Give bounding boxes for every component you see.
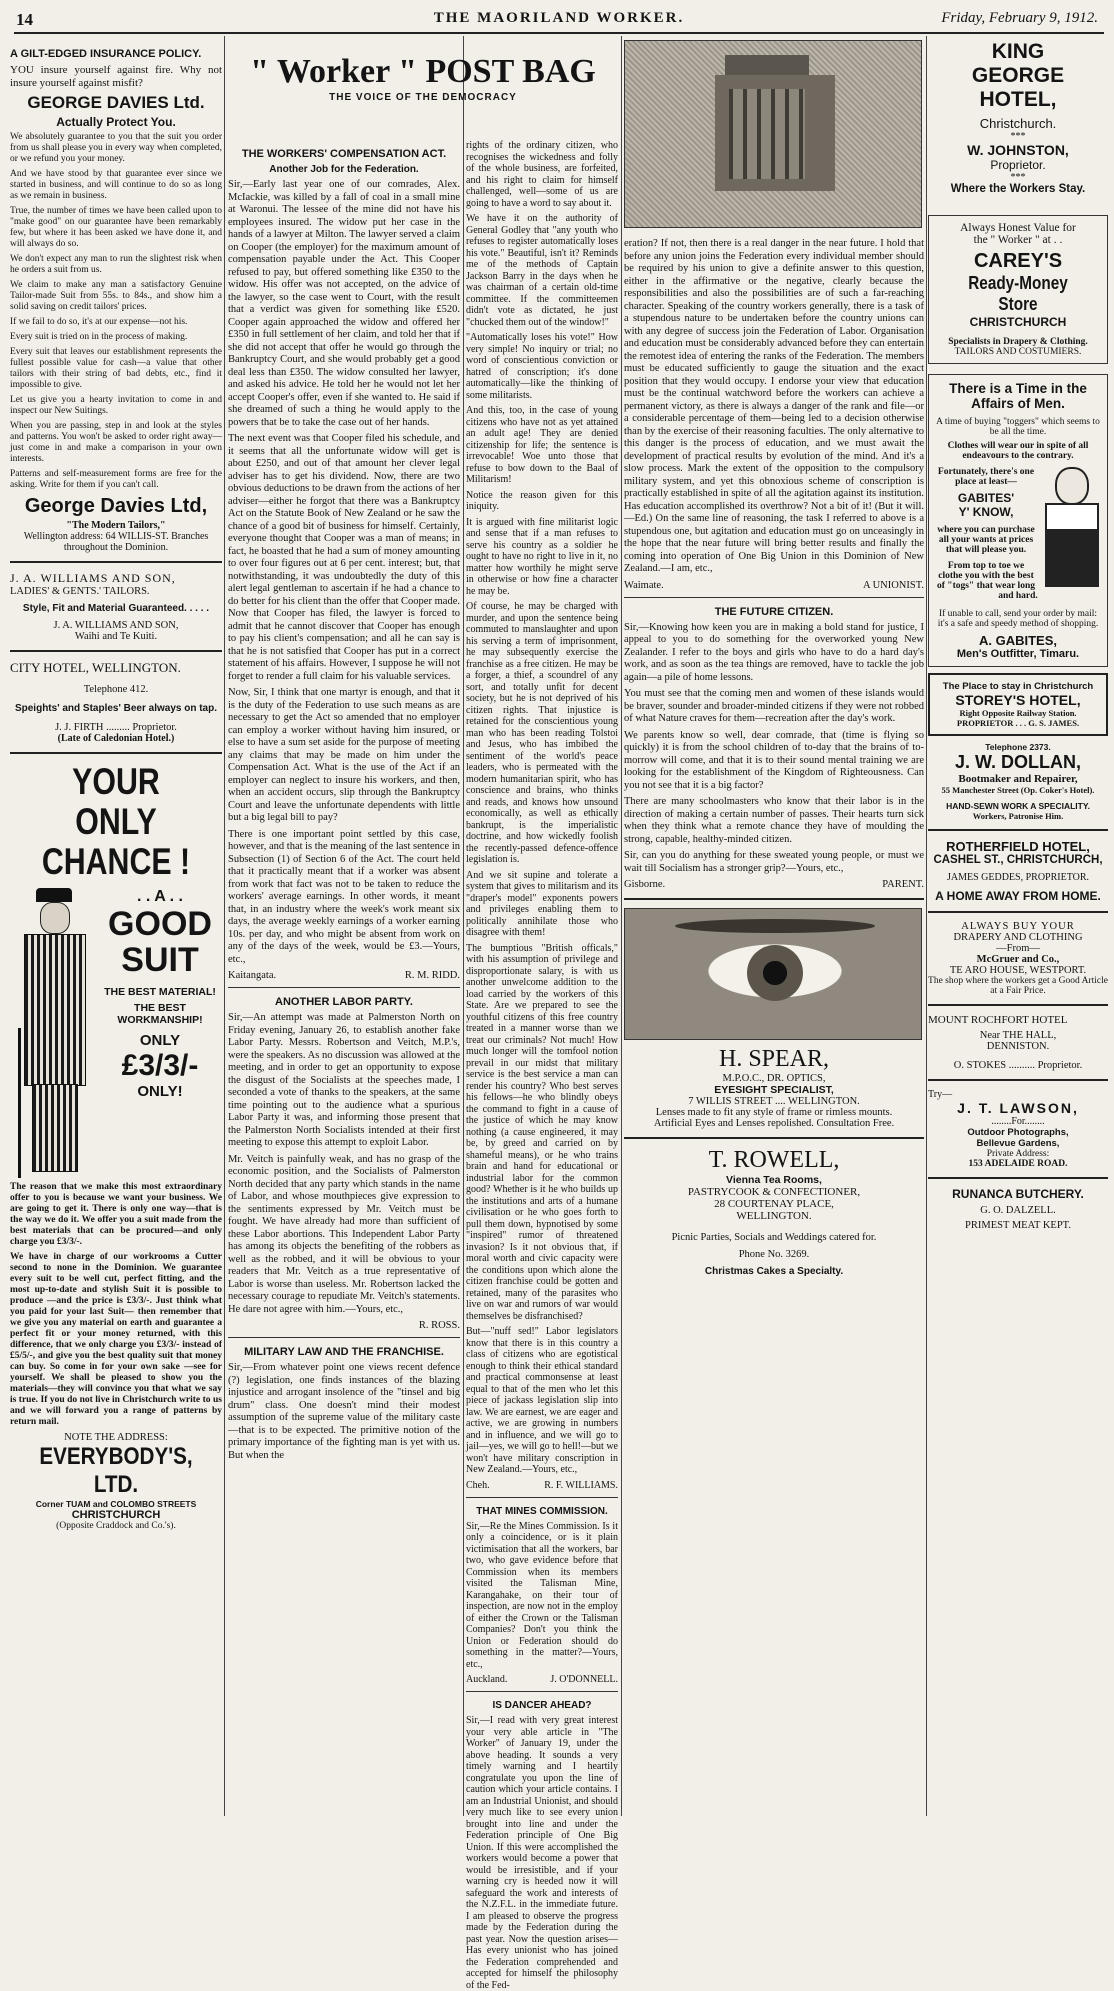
rotherfield-name: ROTHERFIELD HOTEL,: [946, 839, 1090, 854]
divider: [228, 1337, 460, 1338]
runanca-tagline: PRIMEST MEAT KEPT.: [965, 1220, 1071, 1231]
military-continued-para: But—"nuff sed!" Labor legislators know that there is in this country a class of citizens who are egotistical enough to think their ethical standard and practical commonsense at least equal to that of the men who let this piece of jackass legislation slip into law. We are earnest, we are eager and active, we are growing in numbers and in influence, and we will go to jail—yes, we will go to hell!—but we won't have military conscription in New Zealand.—Yours, etc.,: [466, 1326, 618, 1475]
city-hotel-phone: Telephone 412.: [83, 684, 149, 695]
davies-firm: GEORGE DAVIES Ltd.: [27, 93, 205, 112]
city-hotel-ad: [10, 660, 222, 744]
lawson-line-2: Bellevue Gardens,: [976, 1138, 1060, 1149]
gabites-p3: Fortunately, there's one place at least—: [937, 467, 1035, 487]
dollan-phone: Telephone 2373.: [985, 742, 1051, 752]
military-signature: R. F. WILLIAMS.: [544, 1479, 618, 1491]
runanca-name: RUNANCA BUTCHERY.: [952, 1187, 1084, 1201]
man-pointing-illustration: [1041, 467, 1101, 587]
dollan-workers: Workers, Patronise Him.: [972, 811, 1064, 821]
everybodys-para: The reason that we make this most extraordinary offer to you is because we want your business. We are going to get it. There is only one way—that is the way we do it. We offer you a suit made from the best materials that can be procured—and only charge you £3/3/-.: [10, 1182, 222, 1247]
everybodys-opposite: (Opposite Craddock and Co.'s).: [56, 1521, 176, 1531]
dollan-address: 55 Manchester Street (Op. Coker's Hotel).: [941, 785, 1095, 795]
rochfort-name: MOUNT ROCHFORT HOTEL: [928, 1014, 1068, 1026]
city-hotel-late: (Late of Caledonian Hotel.): [57, 733, 175, 744]
divider: [10, 650, 222, 652]
military-continued-para: Of course, he may be charged with murder, and upon the sentence being commuted to manslaughter and upon his serving a term of imprisonment, he may subsequently exercise the franchise as a free citizen. He may be a forger, a thief, a scoundrel of any sort, and totally unfit for decent society, but he is not deprived of his citizen rights. That injustice is retained for the conscientious young man who has been reading Tolstoi and Jesus, who has imbibed the sentiment of the world's peace leaders, who is permeated with the modern humanitarian spirit, who has conscience and brains, who thinks and reads, and knows how unsound economically, as well as ethically bankrupt, is the imperialistic doctrine, and how wickedly foolish the recently-passed defence-offence legislation is.: [466, 601, 618, 865]
newspaper-title: THE MAORILAND WORKER.: [433, 10, 685, 26]
rochfort-ad: [928, 1014, 1108, 1071]
divider: [466, 1691, 618, 1692]
everybodys-suit: SUIT: [121, 941, 199, 979]
spear-title: EYESIGHT SPECIALIST,: [714, 1084, 834, 1096]
rowell-trade: PASTRYCOOK & CONFECTIONER,: [687, 1186, 861, 1198]
careys-tailors: TAILORS AND COSTUMIERS.: [954, 347, 1082, 357]
king-george-tagline: Where the Workers Stay.: [950, 183, 1086, 195]
military-continued-para: rights of the ordinary citizen, who recognises the wickedness and folly of the whole business, are forfeited, and his right to claim for himself challenged, well—some of us are going to have a word to say about it.: [466, 140, 618, 209]
williams-ad: [10, 571, 222, 642]
mines-para: Sir,—Re the Mines Commission. Is it only a coincidence, or is it plain victimisation that all the workers, bar two, who gave evidence before that Commission when its members visited the Talisman Mine, Karangahake, on their tour of inspection, are now not in the employ of either the Crown or the Talisman Companies? Don't you think the Union or Federation should do something in the matter?—Yours, etc.,: [466, 1520, 618, 1670]
dollan-hand: HAND-SEWN WORK A SPECIALITY.: [946, 801, 1090, 811]
dancer-para: Sir,—I read with very great interest your very able article in "The Worker" of January 19, under the above heading. It sounds a very timely warning and I heartily congratulate you upon the line of caution which your article contains. I am an Industrial Unionist, and should very much like to see every union brought into line and under the Federation principle of One Big Union. If this were accomplished the workers would become a power that would be irresistible, and if your warning cry is heeded now it will safeguard the work and interests of the N.Z.F.L. in the immediate future. I am pleased to observe the progress made by the Federation during the past year. Now the question arises—Has every unionist who has joined the Federation comprehended and accepted for himself the philosophy of the Fed-: [466, 1715, 618, 1991]
williams-sig: J. A. WILLIAMS AND SON,: [53, 620, 179, 631]
rowell-cakes: Christmas Cakes a Specialty.: [704, 1266, 844, 1277]
military-heading: MILITARY LAW AND THE FRANCHISE.: [244, 1346, 444, 1358]
column-3: [466, 140, 618, 1991]
storeys-line-1: The Place to stay in Christchurch: [942, 681, 1094, 692]
spear-quals: M.P.O.C., DR. OPTICS,: [722, 1073, 826, 1084]
careys-specialists: Specialists in Drapery & Clothing.: [948, 337, 1088, 347]
divider: [466, 1497, 618, 1498]
everybodys-best-material: THE BEST MATERIAL!: [104, 986, 216, 998]
column-2: [228, 140, 460, 1815]
gabites-signature: A. GABITES,: [978, 633, 1057, 648]
mcgruer-name: McGruer and Co.,: [976, 954, 1060, 965]
compensation-heading: THE WORKERS' COMPENSATION ACT.: [241, 148, 447, 160]
gabites-headline: There is a Time in the Affairs of Men.: [949, 381, 1087, 411]
gabites-p5: From top to toe we clothe you with the best of "togs" that wear long and hard.: [937, 561, 1038, 601]
military-continued-para: It is argued with fine militarist logic and sense that if a man refuses to serve his country as a soldier he ought to have no right to live in it, no matter how worthily he might serve in otherwise or how fine a character he may be.: [466, 516, 618, 597]
gentleman-illustration: [10, 888, 98, 1178]
future-citizen-para: You must see that the coming men and women of these islands would be braver, sounder and broader-minded citizens if they were not robbed of what Nature craves for them—recreation after the day's work.: [624, 688, 924, 724]
military-para: Sir,—From whatever point one views recent defence (?) legislation, one finds instances of the blazing injustice and arrogant insolence of the "tinsel and big drum" class. One doesn't mind their modest assumption of the supreme value of the military caste—that is to be expected. The primitive notion of the primary importance of the fighting man is yet with us. But when the: [228, 1362, 460, 1461]
military-continued-para: And we sit supine and tolerate a system that gives to militarism and its "draper's model" exponents powers and privileges enabling them to politically annihilate those who disagree with them!: [466, 869, 618, 938]
rowell-rooms: Vienna Tea Rooms,: [726, 1174, 822, 1186]
column-4: [624, 238, 924, 1815]
davies-para: We absolutely guarantee to you that the suit you order from us shall please you in every way when completed, or we refund you your money.: [10, 132, 222, 164]
rotherfield-proprietor: JAMES GEDDES, PROPRIETOR.: [946, 872, 1090, 883]
divider: [624, 1137, 924, 1139]
compensation-para: There is one important point settled by this case, however, and that is the meaning of the last sentence in Subsection (1) of Section 6 of the Act. The court held that it practically meant that if a worker was absent from work that fact was not to be taken to reduce the workers' average earnings. In other words, it meant that, in an industry where the week's work meant six days, the average weekly earnings of a worker earning 10s. per day, and who might be absent from work on any of the days of the week, would be £3.—Yours, etc.,: [228, 828, 460, 965]
divider: [928, 829, 1108, 831]
dancer-place: Waimate.: [624, 579, 664, 591]
divider: [928, 1079, 1108, 1081]
gabites-ad: [928, 374, 1108, 667]
building-photo: [624, 40, 922, 228]
eye-illustration: [624, 908, 922, 1040]
king-george-role: Proprietor.: [990, 158, 1046, 172]
careys-store: Ready-Money Store: [968, 273, 1068, 314]
gabites-p4: where you can purchase all your wants at prices that will please you.: [937, 525, 1035, 555]
careys-line-2: the " Worker " at . .: [973, 234, 1063, 246]
postbag-banner: [228, 46, 618, 126]
divider: [10, 561, 222, 563]
king-george-city: Christchurch.: [979, 116, 1057, 131]
compensation-signature: R. M. RIDD.: [404, 970, 460, 981]
dollan-ad: [928, 742, 1108, 821]
postbag-title: " Worker " POST BAG: [250, 53, 596, 90]
future-citizen-para: Sir,—Knowing how keen you are in making a bold stand for justice, I appeal to you to do something for the overworked young New Zealander. I refer to the boys and girls who have to do a hard day's work, and as soon as the tea things are removed, have to tackle the job again—a pile of home lessons.: [624, 621, 924, 683]
spear-ad: [624, 908, 924, 1129]
storeys-proprietor: PROPRIETOR . . . G. S. JAMES.: [956, 718, 1080, 728]
lawson-for: ........For........: [991, 1116, 1045, 1127]
davies-para: If we fail to do so, it's at our expense—not his.: [10, 317, 188, 327]
davies-firm-big: George Davies Ltd,: [24, 495, 208, 517]
king-george-stars-2: ***: [1010, 172, 1026, 183]
military-continued-para: And this, too, in the case of young citizens who have not as yet attained an adult age! They are denied citizenship for life; the sentence is irrevocable! Woe unto those that refuse to bow down to the Baal of Militarism!: [466, 405, 618, 485]
column-5: [928, 40, 1108, 1815]
dollan-trade: Bootmaker and Repairer,: [958, 773, 1078, 785]
runanca-ad: [928, 1187, 1108, 1231]
storeys-line-2: Right Opposite Railway Station.: [959, 708, 1077, 718]
everybodys-price: £3/3/-: [121, 1049, 199, 1082]
rochfort-proprietor: O. STOKES .......... Proprietor.: [953, 1060, 1083, 1071]
davies-heading: A GILT-EDGED INSURANCE POLICY.: [10, 48, 202, 60]
everybodys-ad: [10, 762, 222, 1531]
gabites-p6: If unable to call, send your order by mail: it's a safe and speedy method of shopping.: [937, 609, 1099, 629]
everybodys-only-2: ONLY!: [137, 1083, 183, 1100]
labor-party-heading: ANOTHER LABOR PARTY.: [275, 996, 413, 1008]
city-hotel-beer: Speights' and Staples' Beer always on tap.: [14, 703, 218, 714]
davies-para: We claim to make any man a satisfactory Genuine Tailor-made Suit from 55s. to 84s., and show him a solid saving on credit tailors' prices.: [10, 280, 222, 312]
everybodys-good: GOOD: [108, 905, 212, 943]
king-george-ad: [928, 40, 1108, 195]
rowell-city: WELLINGTON.: [736, 1210, 812, 1222]
future-citizen-para: Sir, can you do anything for these sweated young people, or must we wait till Socialism has a stronger grip?—Yours, etc.,: [624, 850, 924, 874]
labor-party-para: Sir,—An attempt was made at Palmerston North on Friday evening, January 26, to establish another fake Labor Party. Messrs. Robertson and Veitch, M.P.'s, were the speakers. As no discussion was allowed at the meeting, and in order to get an opportunity to expose the disgust of the Socialists at the speeches made, I seconded a vote of thanks to the speakers, at the same time pointing out to the audience what a spurious Labor Party it was, and informing those present that the Palmerston North Socialists intended at their first meeting to expose this attempt to exploit Labor.: [228, 1012, 460, 1148]
gabites-outfitter: Men's Outfitter, Timaru.: [956, 648, 1080, 660]
rochfort-place: DENNISTON.: [986, 1041, 1050, 1052]
davies-subtitle: "The Modern Tailors,": [66, 520, 166, 531]
everybodys-best-work: THE BEST WORKMANSHIP!: [117, 1002, 203, 1026]
page-number: 14: [16, 10, 33, 29]
williams-style: Style, Fit and Material Guaranteed. . . . .: [22, 603, 210, 614]
davies-lead: YOU insure yourself against fire. Why not insure yourself against misfit?: [10, 64, 222, 89]
postbag-subtitle: THE VOICE OF THE DEMOCRACY: [329, 92, 517, 103]
photo-region: [624, 40, 924, 230]
mcgruer-line-2: DRAPERY AND CLOTHING: [953, 932, 1083, 943]
careys-city: CHRISTCHURCH: [969, 315, 1067, 329]
careys-ad: [928, 215, 1108, 364]
spear-name: H. SPEAR,: [718, 1046, 830, 1072]
column-rule: [224, 36, 225, 1816]
rotherfield-tagline: A HOME AWAY FROM HOME.: [935, 889, 1101, 903]
williams-trade: LADIES' & GENTS.' TAILORS.: [10, 586, 150, 597]
king-george-line-1: KING: [991, 40, 1045, 63]
city-hotel-name: CITY HOTEL, WELLINGTON.: [10, 660, 181, 675]
future-citizen-place: Gisborne.: [624, 879, 666, 890]
king-george-line-3: HOTEL,: [979, 88, 1057, 111]
divider: [10, 752, 222, 754]
davies-ad: [10, 48, 222, 553]
masthead: [14, 6, 1104, 34]
davies-para: Every suit that leaves our establishment represents the fullest possible value for cash—a value that other tailors with their string of bad debts, etc., find it impossible to give.: [10, 347, 222, 390]
lawson-ad: [928, 1089, 1108, 1169]
future-citizen-para: There are many schoolmasters who know that their labor is in the direction of making a certain number of passes. Their hearts turn sick when they think what a remote chance they have of moulding the strong, capable, healthy-minded citizen.: [624, 796, 924, 845]
gabites-p1: A time of buying "toggers" which seems to be all the time.: [936, 417, 1100, 437]
column-rule: [621, 36, 622, 1816]
divider: [928, 1177, 1108, 1179]
davies-para: Patterns and self-measurement forms are free for the asking. Write for them if you can't call.: [10, 469, 222, 490]
dancer-signature: A UNIONIST.: [862, 579, 924, 591]
storeys-name: STOREY'S HOTEL,: [955, 692, 1081, 708]
divider: [624, 898, 924, 900]
gabites-p2: Clothes will wear our in spite of all endeavours to the contrary.: [947, 441, 1089, 461]
careys-name: CAREY'S: [973, 250, 1063, 272]
column-rule: [463, 36, 464, 1816]
davies-para: True, the number of times we have been called upon to "make good" on our guarantee have been remarkably few, but where it has been asked we have done it, and will always do so.: [10, 206, 222, 249]
williams-place: Waihi and Te Kuiti.: [74, 631, 158, 642]
mines-place: Auckland.: [466, 1674, 508, 1685]
davies-tagline: Actually Protect You.: [56, 115, 176, 129]
mcgruer-ad: [928, 921, 1108, 996]
gabites-name-1: GABITES': [957, 491, 1015, 505]
compensation-para: Sir,—Early last year one of our comrades, Alex. McIackie, was killed by a fall of coal in a small mine at Waronui. The lessee of the mine did not have his employees insured. The widow put her case in the hands of a lawyer at Milton. The lawyer served a claim on Cooper (the employer) for the maximum amount of compensation payable under the Act. This Cooper refused to pay, but offered something like £350 to the widow. His offer was not accepted, on the advice of the lawyer, so the case went to Court, with the result that a verdict was given for something like £520. Cooper again approached the widow and offered her £350 in full settlement of her claim, and told her that if she did not accept that offer he would go through the Bankruptcy Court, and she would probably get a good deal less than £350. The widow consulted her lawyer, and asked his advice. He told her he would not let her accept Cooper's offer, even if she wanted to. He said if she dreamed of such a thing he would apply to the powers that be to take the case out of her hands.: [228, 179, 460, 428]
runanca-owner: G. O. DALZELL.: [980, 1205, 1056, 1216]
everybodys-para: We have in charge of our workrooms a Cutter second to none in the Dominion. We guarantee every suit to be well cut, perfect fitting, and the most up-to-date and stylish Suit it is possible to produce —and the price is £3/3/-. Just think what you paid for your last Suit— then remember that we give you any material on earth and guarantee a perfect fit or your money returned, with this difference, that we only charge you £3/3/- instead of £5/5/-, and give you the best quality suit that money can buy. So come in for your own sake —see for yourself. We shall be pleased to show you the materials—they will convince you that what we say is true. If you do not live in Christchurch write to us and we will forward you a range of patterns by return mail.: [10, 1252, 222, 1427]
military-place: Cheh.: [466, 1479, 490, 1491]
lawson-name: J. T. LAWSON,: [957, 1100, 1079, 1116]
everybodys-note: NOTE THE ADDRESS:: [64, 1432, 168, 1443]
mcgruer-where: TE ARO HOUSE, WESTPORT.: [949, 965, 1087, 976]
divider: [928, 911, 1108, 913]
rotherfield-address: CASHEL ST., CHRISTCHURCH,: [933, 854, 1103, 866]
davies-para: And we have stood by that guarantee ever since we started in business, and will continue to do so as long as we remain in business.: [10, 169, 222, 201]
spear-address: 7 WILLIS STREET .... WELLINGTON.: [688, 1096, 860, 1107]
dancer-heading: IS DANCER AHEAD?: [492, 1700, 592, 1711]
king-george-proprietor: W. JOHNSTON,: [967, 142, 1069, 158]
issue-date: Friday, February 9, 1912.: [941, 10, 1098, 26]
spear-lenses: Lenses made to fit any style of frame or rimless mounts.: [655, 1107, 893, 1118]
everybodys-headline-1: YOUR ONLY: [72, 761, 160, 842]
davies-para: Every suit is tried on in the process of making.: [10, 332, 188, 342]
davies-para: When you are passing, step in and look at the styles and patterns. You won't be asked to order right away—just come in and make a comparison in your own interests.: [10, 421, 222, 464]
rowell-name: T. ROWELL,: [708, 1147, 840, 1173]
labor-party-signature: R. ROSS.: [418, 1320, 460, 1331]
military-continued-para: Notice the reason given for this iniquity.: [466, 489, 618, 512]
davies-para: We don't expect any man to run the slightest risk when he orders a suit from us.: [10, 254, 222, 275]
lawson-address-1: Private Address:: [986, 1149, 1050, 1159]
king-george-line-2: GEORGE: [971, 64, 1065, 87]
compensation-place: Kaitangata.: [228, 970, 277, 981]
lawson-address-2: 153 ADELAIDE ROAD.: [968, 1159, 1068, 1169]
king-george-stars: ***: [1010, 131, 1026, 142]
lawson-try: Try—: [928, 1089, 953, 1100]
city-hotel-prop: J. J. FIRTH ......... Proprietor.: [55, 722, 177, 733]
spear-eyes: Artificial Eyes and Lenses repolished. Consultation Free.: [653, 1118, 895, 1129]
everybodys-city: CHRISTCHURCH: [71, 1509, 161, 1521]
careys-line-1: Always Honest Value for: [960, 222, 1076, 234]
future-citizen-signature: PARENT.: [882, 879, 924, 890]
everybodys-a: . . A . .: [137, 888, 183, 905]
future-citizen-para: We parents know so well, dear comrade, that (time is flying so quickly) it is from the school children of to-day that the brains of to-morrow will come, and that it is to their sound mental training we are looking for the establishment of the Kingdom of Righteousness. Can you not see that it is a big factor?: [624, 729, 924, 791]
storeys-ad: [928, 673, 1108, 736]
rowell-picnic: Picnic Parties, Socials and Weddings catered for.: [671, 1232, 877, 1243]
rowell-address: 28 COURTENAY PLACE,: [714, 1198, 834, 1210]
military-continued-para: We have it on the authority of General Godley that "any youth who refuses to register automatically loses his vote." Beautiful, isn't it? Reminds me of the methods of Captain Jackson Barry in the days when he was chairman of a certain old-time committee. If the committeemen didn't vote as dictated, he just "chucked them out of the window!": [466, 213, 618, 328]
davies-para: Let us give you a hearty invitation to come in and inspect our New Suitings.: [10, 395, 222, 416]
mcgruer-tagline: The shop where the workers get a Good Article at a Fair Price.: [928, 976, 1108, 996]
compensation-subheading: Another Job for the Federation.: [269, 164, 419, 175]
military-continued-para: The bumptious "British officals," with his assumption of privilege and disproportionate salary, is with us another unwelcome addition to the load carried by the workers of this State. Are we prepared to see the youthful citizens of this free country treated in a manner worse than we treat our criminals? Not much! How much longer will the tomfool notion prevail in our midst that military service is the best service a man can render his country? Who best serves his fellows—he who blindly obeys the command to fight in a cause of the justice of which he may know nothing (a cause engineered, it may be, by greed and carried on by shameful means), or he who trains brain and hand for educational or industrial labor for the common good? Whether is it he who builds up the institutions and arts of a humane civilisation or he who goes forth to pull them down, hypnotised by some "inspired" rumor of threatened invasion? Is it not obvious that, if moral worth and civic capacity were the conditions upon which alone the citizen franchise could be gotten and retained, many of the parasites who live on war and rumors of war would themselves be disfranchised?: [466, 942, 618, 1322]
mines-signature: J. O'DONNELL.: [550, 1674, 618, 1685]
column-1: [10, 40, 222, 1815]
divider: [228, 987, 460, 988]
gabites-name-2: Y' KNOW,: [958, 505, 1014, 519]
rochfort-near: Near THE HALL,: [979, 1030, 1057, 1041]
mcgruer-line-1: ALWAYS BUY YOUR: [961, 921, 1075, 932]
military-continued-para: "Automatically loses his vote!" How very simple! No inquiry or trial; no word of conscientious conviction or hatred of conscription; it's done automatically—like the thinking of some militarists.: [466, 332, 618, 401]
column-rule: [926, 36, 927, 1816]
dancer-continued-para: eration? If not, then there is a real danger in the near future. I hold that before any union joins the Federation every individual member should be required by his union to give a definite answer to this question, either in the affirmative or the negative, clearly because the responsibilities and also the possibilities are of such a far-reaching character. Speaking of the country workers generally, there is a task of a stupendous nature to be undertaken before the country unions can with any degree of success join the Federation of Labor. Organisation and education must be considerably advanced before they can entertain the remotest idea of entering the ranks of the Federation. The members must be educated sufficiently to gauge the situation and the exact position that they would occupy. I endorse your view that education must be the continual watchword before the workers can achieve a permanent victory, as there is always a danger of the rank and file—or a considerable percentage of them—being led to a decision otherwise than by the exercise of their reasoning faculties. The only alternative to this danger is the process of education, and we must await the development of practical results by evolution of the mind. And it's a slow process. Mark the extent of the opposition to the compulsory military system, and yet this obnoxious scheme of conscription is practically established in spite of all the agitation against its institution. Has education accomplished its overthrow? Not a bit of it! (But it will.—Ed.) On the same line of reasoning, the task I referred to above is a stupendous one, but agitation and education must go on unceasingly in the hope that the near future will bring better results and finally the coming into operation of One Big Union in this Dominion of New Zealand.—I am, etc.,: [624, 238, 924, 574]
everybodys-headline-2: CHANCE !: [41, 841, 191, 882]
everybodys-corner: Corner TUAM and COLOMBO STREETS: [35, 1499, 197, 1509]
labor-party-para: Mr. Veitch is painfully weak, and has no grasp of the economic position, and the Socialists of Palmerston North decided that any party which stands in the name of Labor, and whose mouthpieces give expression to the sentiments expressed by Mr. Veitch must be fought. We have already had more than sufficient of these Labor abortions. This Independent Labor Party has among its objects the benefiting of the robbers as well as the robbed, and it will be obvious to your readers that Mr. Veitch as a true representative of Labor is worse than useless. Mr. Robertson lacked the necessary courage to repudiate Mr. Veitch's statements. He dare not agree with him.—Yours, etc.,: [228, 1153, 460, 1315]
everybodys-only: ONLY: [139, 1032, 181, 1049]
lawson-line-1: Outdoor Photographs,: [967, 1127, 1069, 1138]
mines-heading: THAT MINES COMMISSION.: [476, 1505, 608, 1517]
dollan-name: J. W. DOLLAN,: [955, 752, 1081, 772]
rowell-phone: Phone No. 3269.: [738, 1249, 810, 1260]
rotherfield-ad: [928, 839, 1108, 903]
williams-name: J. A. WILLIAMS AND SON,: [10, 571, 176, 585]
divider: [624, 597, 924, 598]
davies-address: Wellington address: 64 WILLIS-ST. Branches throughout the Dominion.: [23, 531, 209, 553]
divider: [928, 1004, 1108, 1006]
compensation-para: Now, Sir, I think that one martyr is enough, and that it is the duty of the Federation to use such means as are necessary to get the Act so amended that no employer can employ a worker without having him insured, or else to have a sum set aside for the purpose of meeting any claims that may be made on him under the Compensation Act. What is the use of the Act if an employer can neglect to insure his workers, and then, when an accident occurs, slip through the Bankruptcy Court and leave the unfortunate dependents with little but a big legal bill to pay?: [228, 687, 460, 823]
rowell-ad: [624, 1147, 924, 1277]
future-citizen-heading: THE FUTURE CITIZEN.: [714, 605, 834, 618]
compensation-para: The next event was that Cooper filed his schedule, and it seems that all the unfortunate widow will get is about £250, and out of that amount her clever legal adviser has to get his dividend. Now, there are two obvious deductions to be drawn from the actions of her adviser—either he forgot that there was a Bankruptcy Act on the Statute Book of New Zealand or he saw the chance of a good bit of business for himself. Certainly, everyone thought that Cooper was a man of means; in fact, he boasted that he had a sum of money amounting to over four figures out at 6 per cent. interest; but, that notwithstanding, it was undoubtedly the duty of this alert legal gentleman to ascertain if he had a chance to do better for his client than the offer that Cooper made. Now that Cooper has filed, the lawyer is forced to admit that he cannot discover that Cooper has enough to pay his client's compensation; and all he can say is that he is not satisfied that Cooper has put in a correct statement of his affairs. However, I suppose he will not forget to render a full claim for his valuable services.: [228, 433, 460, 682]
everybodys-firm: EVERYBODY'S, LTD.: [39, 1443, 193, 1498]
mcgruer-from: —From—: [996, 943, 1040, 954]
